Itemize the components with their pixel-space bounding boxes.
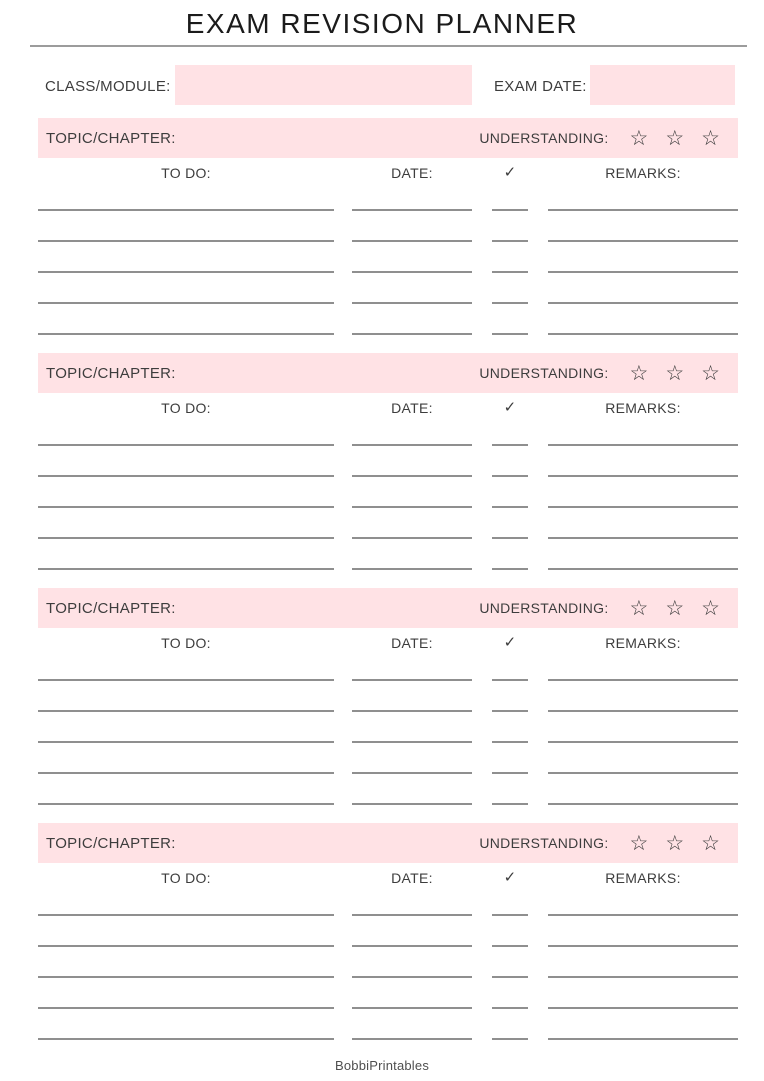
check-writing-line[interactable] <box>492 273 528 304</box>
todo-writing-line[interactable] <box>38 539 334 570</box>
check-writing-line[interactable] <box>492 743 528 774</box>
date-column-header: DATE: <box>391 635 433 651</box>
date-writing-line[interactable] <box>352 681 472 712</box>
todo-writing-line[interactable] <box>38 304 334 335</box>
remarks-writing-line[interactable] <box>548 978 738 1009</box>
date-writing-line[interactable] <box>352 539 472 570</box>
remarks-writing-line[interactable] <box>548 508 738 539</box>
check-writing-line[interactable] <box>492 916 528 947</box>
topic-chapter-label: TOPIC/CHAPTER: <box>46 129 176 147</box>
remarks-writing-line[interactable] <box>548 712 738 743</box>
check-writing-line[interactable] <box>492 477 528 508</box>
rule-rows <box>38 650 738 805</box>
remarks-column-header: REMARKS: <box>605 635 681 651</box>
todo-column-header: TO DO: <box>161 870 211 886</box>
date-writing-line[interactable] <box>352 1009 472 1040</box>
understanding-group <box>479 598 720 619</box>
topic-section <box>38 823 738 1058</box>
understanding-label: UNDERSTANDING: <box>479 835 609 851</box>
footer-brand: BobbiPrintables <box>334 1058 430 1073</box>
rule-row <box>38 916 738 947</box>
star-icon[interactable]: ☆ <box>665 596 685 620</box>
check-writing-line[interactable] <box>492 978 528 1009</box>
date-writing-line[interactable] <box>352 508 472 539</box>
remarks-writing-line[interactable] <box>548 304 738 335</box>
todo-column-header: TO DO: <box>161 400 211 416</box>
remarks-writing-line[interactable] <box>548 743 738 774</box>
topic-chapter-bar <box>38 118 738 158</box>
rule-row <box>38 211 738 242</box>
check-writing-line[interactable] <box>492 650 528 681</box>
date-writing-line[interactable] <box>352 916 472 947</box>
understanding-star-rating <box>630 128 720 149</box>
todo-column-header: TO DO: <box>161 635 211 651</box>
remarks-writing-line[interactable] <box>548 885 738 916</box>
date-writing-line[interactable] <box>352 273 472 304</box>
star-icon[interactable]: ☆ <box>701 126 720 150</box>
todo-writing-line[interactable] <box>38 446 334 477</box>
remarks-writing-line[interactable] <box>548 415 738 446</box>
todo-writing-line[interactable] <box>38 947 334 978</box>
topic-section <box>38 353 738 588</box>
class-module-label: CLASS/MODULE: <box>45 78 171 95</box>
date-writing-line[interactable] <box>352 304 472 335</box>
rule-row <box>38 180 738 211</box>
topic-chapter-label: TOPIC/CHAPTER: <box>46 364 176 382</box>
topic-chapter-label: TOPIC/CHAPTER: <box>46 599 176 617</box>
star-icon[interactable]: ☆ <box>701 596 720 620</box>
todo-writing-line[interactable] <box>38 1009 334 1040</box>
rule-row <box>38 885 738 916</box>
date-writing-line[interactable] <box>352 885 472 916</box>
column-headers <box>38 158 738 180</box>
topic-chapter-bar <box>38 588 738 628</box>
date-column-header: DATE: <box>391 400 433 416</box>
check-writing-line[interactable] <box>492 681 528 712</box>
topic-chapter-value[interactable] <box>182 128 222 148</box>
rule-row <box>38 1009 738 1040</box>
remarks-writing-line[interactable] <box>548 242 738 273</box>
todo-writing-line[interactable] <box>38 415 334 446</box>
understanding-label: UNDERSTANDING: <box>479 365 609 381</box>
todo-writing-line[interactable] <box>38 211 334 242</box>
rule-row <box>38 415 738 446</box>
todo-writing-line[interactable] <box>38 508 334 539</box>
rule-rows <box>38 415 738 570</box>
remarks-writing-line[interactable] <box>548 446 738 477</box>
rule-row <box>38 774 738 805</box>
remarks-writing-line[interactable] <box>548 1009 738 1040</box>
check-writing-line[interactable] <box>492 446 528 477</box>
topic-chapter-bar <box>38 353 738 393</box>
sections <box>38 118 738 1058</box>
star-icon[interactable]: ☆ <box>665 831 685 855</box>
date-writing-line[interactable] <box>352 415 472 446</box>
star-icon[interactable]: ☆ <box>629 831 649 855</box>
page-title: EXAM REVISION PLANNER <box>185 8 579 39</box>
column-headers <box>38 393 738 415</box>
todo-writing-line[interactable] <box>38 477 334 508</box>
remarks-writing-line[interactable] <box>548 180 738 211</box>
remarks-writing-line[interactable] <box>548 211 738 242</box>
checkmark-column-header: ✓ <box>503 399 517 416</box>
check-writing-line[interactable] <box>492 180 528 211</box>
rule-rows <box>38 885 738 1040</box>
check-writing-line[interactable] <box>492 508 528 539</box>
todo-writing-line[interactable] <box>38 681 334 712</box>
todo-writing-line[interactable] <box>38 978 334 1009</box>
remarks-writing-line[interactable] <box>548 650 738 681</box>
rule-row <box>38 304 738 335</box>
todo-writing-line[interactable] <box>38 774 334 805</box>
understanding-star-rating <box>630 833 720 854</box>
todo-writing-line[interactable] <box>38 180 334 211</box>
star-icon[interactable]: ☆ <box>629 596 649 620</box>
topic-chapter-label: TOPIC/CHAPTER: <box>46 834 176 852</box>
date-writing-line[interactable] <box>352 978 472 1009</box>
remarks-writing-line[interactable] <box>548 681 738 712</box>
rule-row <box>38 539 738 570</box>
date-writing-line[interactable] <box>352 947 472 978</box>
rule-row <box>38 508 738 539</box>
date-writing-line[interactable] <box>352 774 472 805</box>
check-writing-line[interactable] <box>492 885 528 916</box>
star-icon[interactable]: ☆ <box>701 361 720 385</box>
topic-chapter-bar <box>38 823 738 863</box>
rule-row <box>38 743 738 774</box>
exam-date-input[interactable] <box>590 65 735 105</box>
exam-date-label: EXAM DATE: <box>494 78 587 95</box>
check-writing-line[interactable] <box>492 774 528 805</box>
rule-row <box>38 947 738 978</box>
date-writing-line[interactable] <box>352 712 472 743</box>
todo-writing-line[interactable] <box>38 916 334 947</box>
star-icon[interactable]: ☆ <box>629 126 649 150</box>
topic-chapter-value[interactable] <box>182 598 222 618</box>
remarks-writing-line[interactable] <box>548 477 738 508</box>
understanding-label: UNDERSTANDING: <box>479 600 609 616</box>
topic-chapter-value[interactable] <box>182 833 222 853</box>
checkmark-column-header: ✓ <box>503 634 517 651</box>
date-column-header: DATE: <box>391 165 433 181</box>
title-divider-line <box>30 45 747 47</box>
checkmark-column-header: ✓ <box>503 164 517 181</box>
rule-rows <box>38 180 738 335</box>
column-headers <box>38 628 738 650</box>
rule-row <box>38 978 738 1009</box>
remarks-writing-line[interactable] <box>548 916 738 947</box>
understanding-star-rating <box>630 598 720 619</box>
remarks-column-header: REMARKS: <box>605 400 681 416</box>
check-writing-line[interactable] <box>492 1009 528 1040</box>
remarks-column-header: REMARKS: <box>605 165 681 181</box>
star-icon[interactable]: ☆ <box>665 126 685 150</box>
understanding-group <box>479 833 720 854</box>
date-writing-line[interactable] <box>352 477 472 508</box>
class-module-input[interactable] <box>175 65 472 105</box>
date-writing-line[interactable] <box>352 211 472 242</box>
date-writing-line[interactable] <box>352 242 472 273</box>
check-writing-line[interactable] <box>492 211 528 242</box>
rule-row <box>38 477 738 508</box>
date-writing-line[interactable] <box>352 650 472 681</box>
topic-section <box>38 118 738 353</box>
date-writing-line[interactable] <box>352 446 472 477</box>
column-headers <box>38 863 738 885</box>
topic-chapter-value[interactable] <box>182 363 222 383</box>
todo-writing-line[interactable] <box>38 712 334 743</box>
todo-column-header: TO DO: <box>161 165 211 181</box>
rule-row <box>38 650 738 681</box>
todo-writing-line[interactable] <box>38 242 334 273</box>
remarks-writing-line[interactable] <box>548 774 738 805</box>
remarks-column-header: REMARKS: <box>605 870 681 886</box>
rule-row <box>38 681 738 712</box>
check-writing-line[interactable] <box>492 242 528 273</box>
date-writing-line[interactable] <box>352 180 472 211</box>
date-writing-line[interactable] <box>352 743 472 774</box>
check-writing-line[interactable] <box>492 415 528 446</box>
check-writing-line[interactable] <box>492 539 528 570</box>
rule-row <box>38 242 738 273</box>
star-icon[interactable]: ☆ <box>665 361 685 385</box>
star-icon[interactable]: ☆ <box>629 361 649 385</box>
remarks-writing-line[interactable] <box>548 273 738 304</box>
rule-row <box>38 273 738 304</box>
check-writing-line[interactable] <box>492 304 528 335</box>
understanding-group <box>479 128 720 149</box>
rule-row <box>38 446 738 477</box>
todo-writing-line[interactable] <box>38 273 334 304</box>
check-writing-line[interactable] <box>492 947 528 978</box>
remarks-writing-line[interactable] <box>548 947 738 978</box>
understanding-label: UNDERSTANDING: <box>479 130 609 146</box>
understanding-group <box>479 363 720 384</box>
checkmark-column-header: ✓ <box>503 869 517 886</box>
star-icon[interactable]: ☆ <box>701 831 720 855</box>
understanding-star-rating <box>630 363 720 384</box>
todo-writing-line[interactable] <box>38 743 334 774</box>
rule-row <box>38 712 738 743</box>
check-writing-line[interactable] <box>492 712 528 743</box>
remarks-writing-line[interactable] <box>548 539 738 570</box>
topic-section <box>38 588 738 823</box>
todo-writing-line[interactable] <box>38 885 334 916</box>
date-column-header: DATE: <box>391 870 433 886</box>
todo-writing-line[interactable] <box>38 650 334 681</box>
